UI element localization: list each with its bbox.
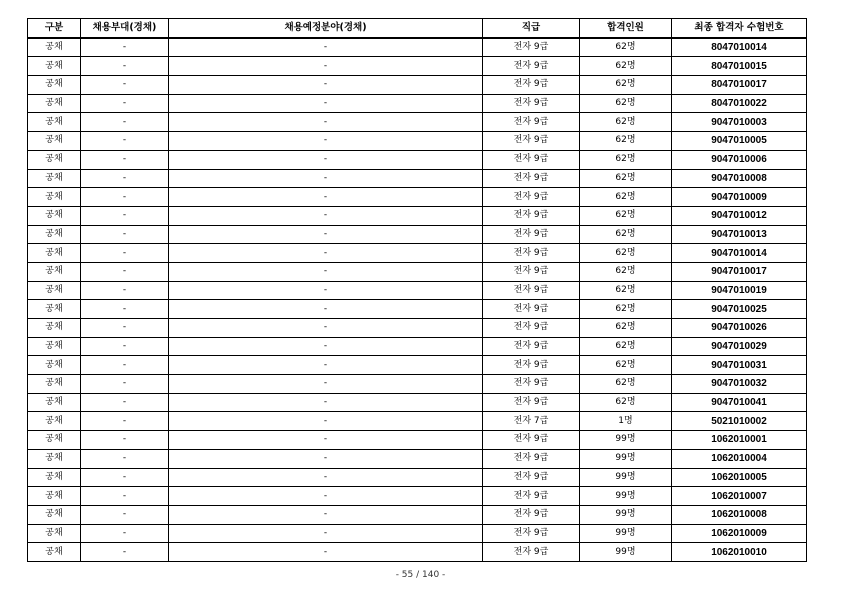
cell-category: 공채 — [28, 113, 81, 132]
cell-grade: 전자 9급 — [483, 468, 580, 487]
cell-dept: - — [81, 505, 169, 524]
cell-grade: 전자 9급 — [483, 113, 580, 132]
cell-count: 62명 — [580, 281, 672, 300]
cell-field: - — [169, 169, 483, 188]
cell-field: - — [169, 281, 483, 300]
cell-grade: 전자 9급 — [483, 300, 580, 319]
cell-count: 99명 — [580, 505, 672, 524]
table-row — [28, 375, 807, 394]
results-table — [27, 18, 807, 562]
table-row — [28, 524, 807, 543]
cell-category: 공채 — [28, 169, 81, 188]
cell-category: 공채 — [28, 281, 81, 300]
table-row — [28, 132, 807, 151]
table-row — [28, 206, 807, 225]
cell-count: 99명 — [580, 449, 672, 468]
cell-count: 62명 — [580, 169, 672, 188]
cell-exam-no: 8047010022 — [672, 94, 807, 113]
cell-exam-no: 8047010014 — [672, 38, 807, 57]
cell-field: - — [169, 524, 483, 543]
cell-count: 62명 — [580, 76, 672, 95]
cell-category: 공채 — [28, 206, 81, 225]
cell-dept: - — [81, 57, 169, 76]
cell-exam-no: 9047010014 — [672, 244, 807, 263]
table-row — [28, 356, 807, 375]
cell-grade: 전자 9급 — [483, 94, 580, 113]
cell-dept: - — [81, 543, 169, 562]
table-row — [28, 543, 807, 562]
cell-category: 공채 — [28, 94, 81, 113]
cell-category: 공채 — [28, 150, 81, 169]
cell-dept: - — [81, 281, 169, 300]
cell-count: 62명 — [580, 150, 672, 169]
cell-category: 공채 — [28, 375, 81, 394]
cell-grade: 전자 7급 — [483, 412, 580, 431]
table-row — [28, 113, 807, 132]
cell-count: 62명 — [580, 262, 672, 281]
cell-grade: 전자 9급 — [483, 356, 580, 375]
cell-count: 62명 — [580, 94, 672, 113]
table-row — [28, 487, 807, 506]
table-header-row — [28, 19, 807, 38]
cell-count: 62명 — [580, 356, 672, 375]
cell-grade: 전자 9급 — [483, 393, 580, 412]
table-row — [28, 76, 807, 95]
cell-count: 99명 — [580, 431, 672, 450]
cell-dept: - — [81, 524, 169, 543]
cell-dept: - — [81, 206, 169, 225]
cell-count: 62명 — [580, 393, 672, 412]
cell-field: - — [169, 94, 483, 113]
cell-grade: 전자 9급 — [483, 150, 580, 169]
cell-field: - — [169, 76, 483, 95]
table-row — [28, 188, 807, 207]
cell-category: 공채 — [28, 57, 81, 76]
cell-count: 62명 — [580, 225, 672, 244]
table-row — [28, 38, 807, 57]
cell-category: 공채 — [28, 76, 81, 95]
cell-grade: 전자 9급 — [483, 38, 580, 57]
cell-grade: 전자 9급 — [483, 262, 580, 281]
cell-dept: - — [81, 449, 169, 468]
cell-exam-no: 1062010007 — [672, 487, 807, 506]
cell-dept: - — [81, 431, 169, 450]
cell-dept: - — [81, 468, 169, 487]
cell-exam-no: 9047010013 — [672, 225, 807, 244]
cell-field: - — [169, 468, 483, 487]
table-row — [28, 300, 807, 319]
table-row — [28, 225, 807, 244]
cell-exam-no: 9047010008 — [672, 169, 807, 188]
cell-exam-no: 9047010031 — [672, 356, 807, 375]
cell-dept: - — [81, 169, 169, 188]
cell-category: 공채 — [28, 449, 81, 468]
cell-count: 99명 — [580, 543, 672, 562]
table-row — [28, 169, 807, 188]
cell-dept: - — [81, 375, 169, 394]
cell-field: - — [169, 505, 483, 524]
cell-field: - — [169, 38, 483, 57]
page-number: - 55 / 140 - — [395, 570, 446, 580]
cell-field: - — [169, 262, 483, 281]
cell-exam-no: 1062010008 — [672, 505, 807, 524]
cell-category: 공채 — [28, 262, 81, 281]
cell-dept: - — [81, 393, 169, 412]
cell-category: 공채 — [28, 468, 81, 487]
cell-count: 1명 — [580, 412, 672, 431]
cell-category: 공채 — [28, 487, 81, 506]
table-row — [28, 281, 807, 300]
cell-category: 공채 — [28, 393, 81, 412]
cell-category: 공채 — [28, 356, 81, 375]
cell-field: - — [169, 244, 483, 263]
cell-grade: 전자 9급 — [483, 169, 580, 188]
cell-dept: - — [81, 188, 169, 207]
cell-count: 62명 — [580, 132, 672, 151]
table-row — [28, 244, 807, 263]
cell-category: 공채 — [28, 524, 81, 543]
cell-grade: 전자 9급 — [483, 244, 580, 263]
cell-exam-no: 9047010005 — [672, 132, 807, 151]
cell-exam-no: 9047010019 — [672, 281, 807, 300]
cell-category: 공채 — [28, 319, 81, 338]
header-grade: 직급 — [483, 19, 580, 38]
cell-category: 공채 — [28, 300, 81, 319]
table-row — [28, 262, 807, 281]
header-field: 채용예정분야(경채) — [169, 19, 483, 38]
cell-grade: 전자 9급 — [483, 225, 580, 244]
cell-grade: 전자 9급 — [483, 431, 580, 450]
cell-exam-no: 9047010012 — [672, 206, 807, 225]
cell-category: 공채 — [28, 412, 81, 431]
cell-field: - — [169, 412, 483, 431]
cell-category: 공채 — [28, 225, 81, 244]
cell-field: - — [169, 487, 483, 506]
cell-category: 공채 — [28, 132, 81, 151]
cell-field: - — [169, 188, 483, 207]
cell-grade: 전자 9급 — [483, 281, 580, 300]
table-row — [28, 94, 807, 113]
cell-grade: 전자 9급 — [483, 337, 580, 356]
cell-grade: 전자 9급 — [483, 375, 580, 394]
table-row — [28, 505, 807, 524]
cell-dept: - — [81, 262, 169, 281]
cell-field: - — [169, 225, 483, 244]
cell-dept: - — [81, 319, 169, 338]
table-row — [28, 150, 807, 169]
cell-field: - — [169, 393, 483, 412]
table-row — [28, 57, 807, 76]
cell-grade: 전자 9급 — [483, 76, 580, 95]
cell-count: 62명 — [580, 300, 672, 319]
cell-grade: 전자 9급 — [483, 543, 580, 562]
cell-exam-no: 5021010002 — [672, 412, 807, 431]
cell-count: 62명 — [580, 113, 672, 132]
cell-exam-no: 9047010029 — [672, 337, 807, 356]
cell-count: 62명 — [580, 337, 672, 356]
cell-dept: - — [81, 412, 169, 431]
cell-grade: 전자 9급 — [483, 132, 580, 151]
cell-category: 공채 — [28, 505, 81, 524]
cell-field: - — [169, 449, 483, 468]
cell-field: - — [169, 206, 483, 225]
cell-count: 62명 — [580, 319, 672, 338]
cell-dept: - — [81, 94, 169, 113]
cell-exam-no: 1062010004 — [672, 449, 807, 468]
cell-count: 62명 — [580, 206, 672, 225]
cell-dept: - — [81, 113, 169, 132]
cell-exam-no: 1062010001 — [672, 431, 807, 450]
cell-grade: 전자 9급 — [483, 487, 580, 506]
cell-exam-no: 9047010041 — [672, 393, 807, 412]
cell-exam-no: 1062010009 — [672, 524, 807, 543]
cell-exam-no: 9047010009 — [672, 188, 807, 207]
cell-field: - — [169, 337, 483, 356]
table-row — [28, 412, 807, 431]
cell-dept: - — [81, 132, 169, 151]
cell-exam-no: 8047010015 — [672, 57, 807, 76]
cell-field: - — [169, 356, 483, 375]
cell-count: 99명 — [580, 487, 672, 506]
cell-dept: - — [81, 244, 169, 263]
cell-category: 공채 — [28, 244, 81, 263]
cell-count: 62명 — [580, 244, 672, 263]
cell-exam-no: 1062010005 — [672, 468, 807, 487]
table-row — [28, 449, 807, 468]
cell-dept: - — [81, 337, 169, 356]
cell-exam-no: 9047010003 — [672, 113, 807, 132]
cell-exam-no: 9047010025 — [672, 300, 807, 319]
table-row — [28, 468, 807, 487]
cell-dept: - — [81, 225, 169, 244]
header-exam-no: 최종 합격자 수험번호 — [672, 19, 807, 38]
cell-field: - — [169, 543, 483, 562]
cell-category: 공채 — [28, 38, 81, 57]
header-dept: 채용부대(경채) — [81, 19, 169, 38]
cell-field: - — [169, 375, 483, 394]
cell-count: 62명 — [580, 57, 672, 76]
cell-dept: - — [81, 38, 169, 57]
cell-field: - — [169, 300, 483, 319]
cell-count: 99명 — [580, 468, 672, 487]
cell-grade: 전자 9급 — [483, 524, 580, 543]
cell-category: 공채 — [28, 543, 81, 562]
cell-dept: - — [81, 356, 169, 375]
cell-count: 62명 — [580, 188, 672, 207]
cell-dept: - — [81, 487, 169, 506]
cell-exam-no: 1062010010 — [672, 543, 807, 562]
table-row — [28, 319, 807, 338]
cell-field: - — [169, 150, 483, 169]
cell-grade: 전자 9급 — [483, 449, 580, 468]
cell-grade: 전자 9급 — [483, 505, 580, 524]
cell-grade: 전자 9급 — [483, 319, 580, 338]
cell-grade: 전자 9급 — [483, 206, 580, 225]
cell-field: - — [169, 113, 483, 132]
table-row — [28, 337, 807, 356]
cell-dept: - — [81, 150, 169, 169]
cell-category: 공채 — [28, 337, 81, 356]
cell-count: 62명 — [580, 375, 672, 394]
cell-exam-no: 8047010017 — [672, 76, 807, 95]
cell-count: 99명 — [580, 524, 672, 543]
header-count: 합격인원 — [580, 19, 672, 38]
table-row — [28, 393, 807, 412]
header-category: 구분 — [28, 19, 81, 38]
cell-field: - — [169, 431, 483, 450]
cell-dept: - — [81, 300, 169, 319]
cell-exam-no: 9047010017 — [672, 262, 807, 281]
cell-dept: - — [81, 76, 169, 95]
cell-exam-no: 9047010006 — [672, 150, 807, 169]
cell-category: 공채 — [28, 431, 81, 450]
cell-category: 공채 — [28, 188, 81, 207]
cell-grade: 전자 9급 — [483, 57, 580, 76]
cell-field: - — [169, 132, 483, 151]
cell-field: - — [169, 319, 483, 338]
cell-field: - — [169, 57, 483, 76]
cell-exam-no: 9047010032 — [672, 375, 807, 394]
table-row — [28, 431, 807, 450]
cell-exam-no: 9047010026 — [672, 319, 807, 338]
cell-count: 62명 — [580, 38, 672, 57]
cell-grade: 전자 9급 — [483, 188, 580, 207]
